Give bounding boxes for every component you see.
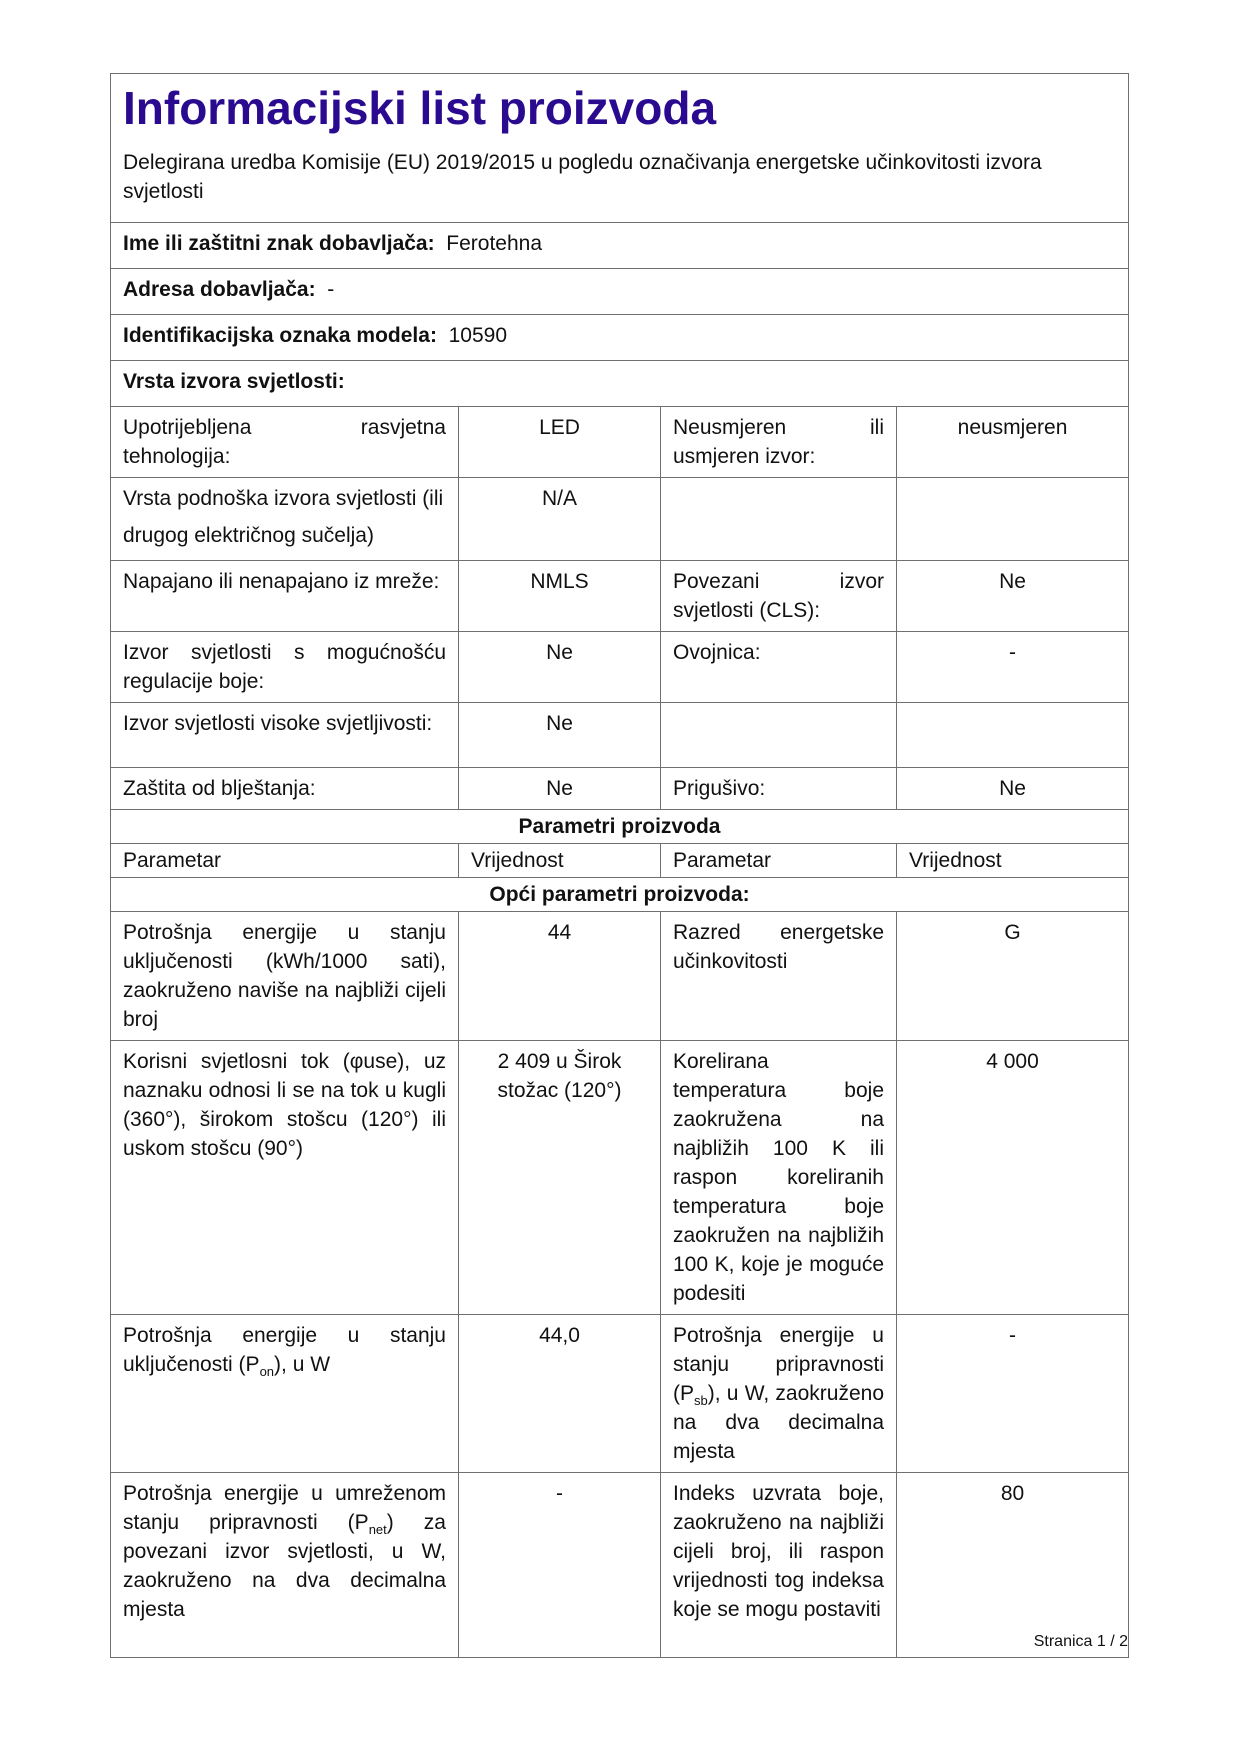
param-label: Prigušivo: xyxy=(661,768,897,810)
title-row xyxy=(111,74,1129,223)
param-label xyxy=(661,703,897,768)
param-value: 2 409 u Širok stožac (120°) xyxy=(459,1041,661,1315)
param-row xyxy=(111,1041,1129,1315)
model-id-label: Identifikacijska oznaka modela: xyxy=(123,324,437,347)
source-row xyxy=(111,407,1129,478)
supplier-address-value: - xyxy=(327,278,335,301)
param-label: Razred energetske učinkovitosti xyxy=(661,912,897,1041)
param-label: Potrošnja energije u umreženom stanju pripravnosti $(P_{net})$ za povezani izvor svjetlosti, u W, zaokruženo na dva decimalna mjesta xyxy=(111,1473,459,1658)
param-value: - xyxy=(897,632,1129,703)
supplier-name-label: Ime ili zaštitni znak dobavljača: xyxy=(123,232,435,255)
param-row xyxy=(111,912,1129,1041)
param-row xyxy=(111,1473,1129,1658)
param-value: - xyxy=(897,1315,1129,1473)
param-label: Neusmjeren ili usmjeren izvor: xyxy=(661,407,897,478)
param-value: 44 xyxy=(459,912,661,1041)
product-information-sheet xyxy=(110,73,1128,1658)
param-value: Ne xyxy=(897,561,1129,632)
param-value: NMLS xyxy=(459,561,661,632)
param-value: 44,0 xyxy=(459,1315,661,1473)
params-header-row xyxy=(111,844,1129,878)
source-type-label: Vrsta izvora svjetlosti: xyxy=(111,361,1129,407)
param-label xyxy=(661,478,897,561)
param-label: Potrošnja energije u stanju uključenosti (kWh/1000 sati), zaokruženo naviše na najbliži cijeli broj xyxy=(111,912,459,1041)
param-label: Vrsta podnoška izvora svjetlosti (ili drugog električnog sučelja) xyxy=(111,478,459,561)
param-value: N/A xyxy=(459,478,661,561)
param-label: Indeks uzvrata boje, zaokruženo na najbliži cijeli broj, ili raspon vrijednosti tog indeksa koje se mogu postaviti xyxy=(661,1473,897,1658)
source-row xyxy=(111,478,1129,561)
source-type-row xyxy=(111,361,1129,407)
page-number: Stranica 1 / 2 xyxy=(1033,1633,1128,1650)
supplier-name-value: Ferotehna xyxy=(446,232,543,255)
param-value: 4 000 xyxy=(897,1041,1129,1315)
model-id-row xyxy=(111,315,1129,361)
source-row xyxy=(111,632,1129,703)
param-label: Korelirana temperatura boje zaokružena na najbližih 100 K ili raspon koreliranih temperatura boje zaokružen na najbližih 100 K, koje je moguće podesiti xyxy=(661,1041,897,1315)
param-value: 80 xyxy=(897,1473,1129,1658)
supplier-address-row xyxy=(111,269,1129,315)
param-row xyxy=(111,1315,1129,1473)
general-params-title: Opći parametri proizvoda: xyxy=(111,878,1129,912)
supplier-name-row xyxy=(111,223,1129,269)
source-row xyxy=(111,703,1129,768)
param-label: Povezani izvor svjetlosti (CLS): xyxy=(661,561,897,632)
regulation-subtitle: Delegirana uredba Komisije (EU) 2019/2015 u pogledu označivanja energetske učinkovitosti izvora svjetlosti xyxy=(123,151,1042,203)
param-value: Ne xyxy=(459,768,661,810)
param-label: Napajano ili nenapajano iz mreže: xyxy=(111,561,459,632)
param-label: Upotrijebljena rasvjetna tehnologija: xyxy=(111,407,459,478)
param-label: Ovojnica: xyxy=(661,632,897,703)
param-label: Izvor svjetlosti s mogućnošću regulacije boje: xyxy=(111,632,459,703)
page-title: Informacijski list proizvoda xyxy=(123,82,717,134)
column-header: Parametar xyxy=(111,844,459,878)
info-table xyxy=(110,73,1129,1658)
param-label: Potrošnja energije u stanju pripravnosti $(P_{sb})$, u W, zaokruženo na dva decimalna mjesta xyxy=(661,1315,897,1473)
param-label: Potrošnja energije u stanju uključenosti $(P_{on})$, u W xyxy=(111,1315,459,1473)
supplier-address-label: Adresa dobavljača: xyxy=(123,278,316,301)
param-value xyxy=(897,478,1129,561)
source-row xyxy=(111,561,1129,632)
params-section-title: Parametri proizvoda xyxy=(111,810,1129,844)
model-id-value: 10590 xyxy=(448,324,508,347)
param-label: Izvor svjetlosti visoke svjetljivosti: xyxy=(111,703,459,768)
params-section-row xyxy=(111,810,1129,844)
param-value xyxy=(897,703,1129,768)
column-header: Parametar xyxy=(661,844,897,878)
column-header: Vrijednost xyxy=(897,844,1129,878)
param-value: - xyxy=(459,1473,661,1658)
source-row xyxy=(111,768,1129,810)
param-value: LED xyxy=(459,407,661,478)
param-value: G xyxy=(897,912,1129,1041)
column-header: Vrijednost xyxy=(459,844,661,878)
param-label: Zaštita od blještanja: xyxy=(111,768,459,810)
general-params-row xyxy=(111,878,1129,912)
param-value: Ne xyxy=(897,768,1129,810)
param-value: Ne xyxy=(459,703,661,768)
param-value: neusmjeren xyxy=(897,407,1129,478)
title-cell xyxy=(111,74,1129,223)
param-label: Korisni svjetlosni tok (φuse), uz naznaku odnosi li se na tok u kugli (360°), širokom stošcu (120°) ili uskom stošcu (90°) xyxy=(111,1041,459,1315)
param-value: Ne xyxy=(459,632,661,703)
